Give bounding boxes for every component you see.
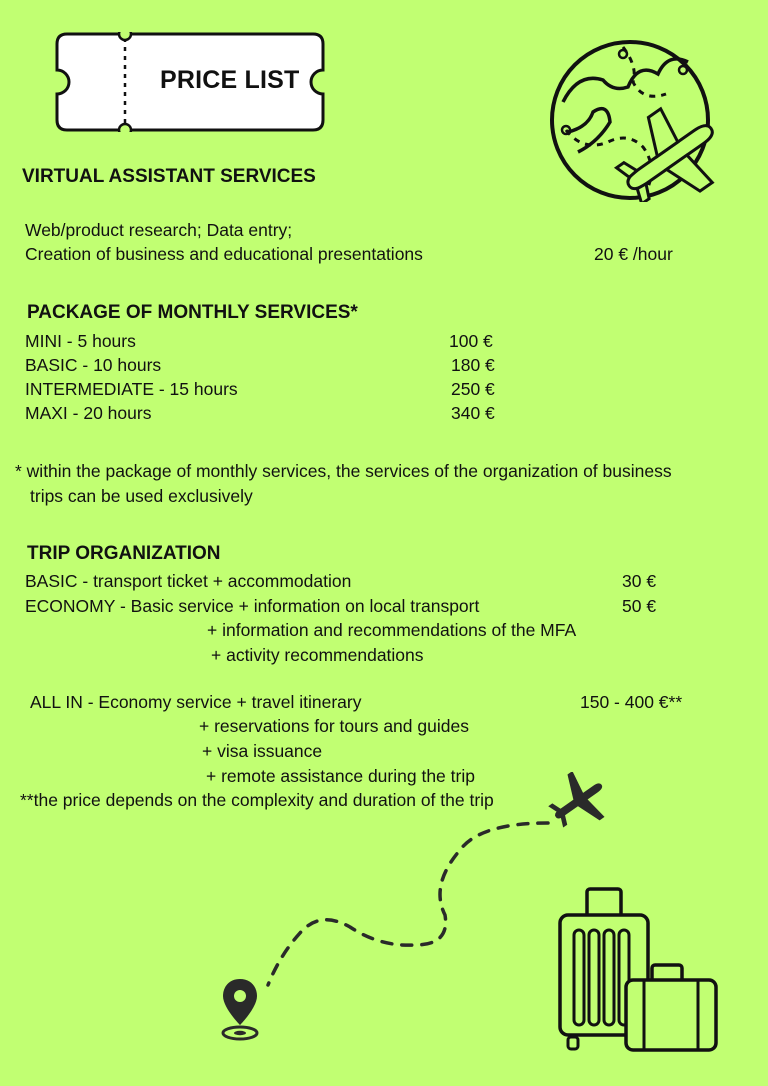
package-item-price: 180 € [451, 355, 495, 375]
dashed-route-line [220, 815, 560, 1015]
va-line-2: Creation of business and educational presentations [25, 244, 423, 264]
section-heading-package: PACKAGE OF MONTHLY SERVICES* [27, 302, 358, 323]
section-heading-virtual-assistant: VIRTUAL ASSISTANT SERVICES [22, 166, 316, 187]
package-item-label: INTERMEDIATE - 15 hours [25, 379, 238, 399]
trip-basic-price: 30 € [622, 571, 657, 591]
package-item-price: 250 € [451, 379, 495, 399]
section-heading-trip: TRIP ORGANIZATION [27, 543, 221, 564]
luggage-icon [552, 885, 727, 1060]
package-item-price: 100 € [449, 331, 493, 351]
package-item-label: MAXI - 20 hours [25, 403, 152, 423]
package-note-line-2: trips can be used exclusively [30, 486, 253, 506]
globe-plane-icon [548, 32, 718, 202]
package-item-label: MINI - 5 hours [25, 331, 136, 351]
trip-allin-price: 150 - 400 €** [580, 692, 683, 712]
trip-footnote: **the price depends on the complexity and duration of the trip [20, 790, 494, 810]
location-pin-icon [218, 975, 262, 1045]
va-price: 20 € /hour [594, 244, 673, 264]
page-title: PRICE LIST [160, 66, 300, 94]
package-item-price: 340 € [451, 403, 495, 423]
trip-economy-label: ECONOMY - Basic service + information on local transport [25, 596, 480, 616]
trip-economy-extra: + information and recommendations of the MFA [207, 620, 577, 640]
trip-allin-label: ALL IN - Economy service + travel itinerary [30, 692, 362, 712]
package-item-label: BASIC - 10 hours [25, 355, 162, 375]
trip-allin-extra: + visa issuance [202, 741, 323, 761]
trip-economy-price: 50 € [622, 596, 657, 616]
trip-basic-label: BASIC - transport ticket + accommodation [25, 571, 352, 591]
package-note-line-1: * within the package of monthly services, the services of the organization of business [15, 461, 672, 481]
trip-allin-extra: + reservations for tours and guides [199, 716, 469, 736]
trip-allin-extra: + remote assistance during the trip [206, 766, 475, 786]
va-line-1: Web/product research; Data entry; [25, 220, 293, 240]
trip-economy-extra: + activity recommendations [211, 645, 424, 665]
